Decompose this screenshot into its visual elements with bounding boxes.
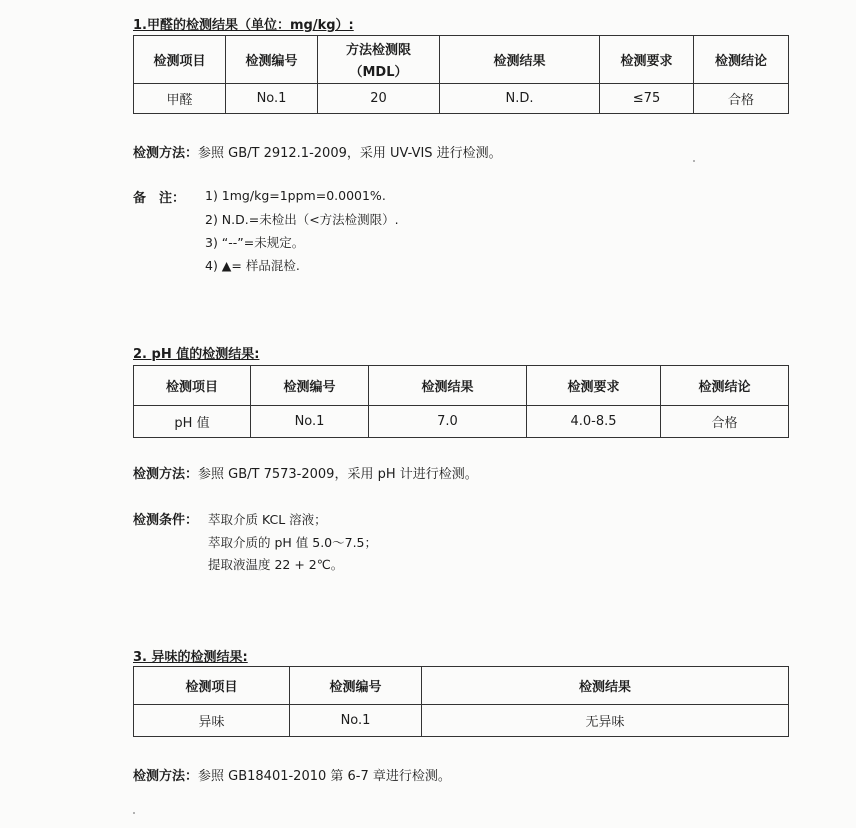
conditions-label-text: 检测条件： [133,513,199,528]
cell-number: No.1 [290,705,422,737]
note-item: 2) N.D.=未检出（<方法检测限）. [205,212,399,227]
scan-speck [693,160,695,162]
notes-label: 备 注： [133,191,186,206]
table-header-row [134,667,789,705]
header-mdl [318,36,440,84]
method-label: 检测方法： [133,769,199,784]
cell-requirement: ≤75 [600,84,694,114]
cell-item: pH 值 [134,406,251,438]
header-test-item: 检测项目 [134,366,251,406]
header-test-item: 检测项目 [134,36,226,84]
header-requirement: 检测要求 [527,366,661,406]
condition-item: 萃取介质 KCL 溶液； [208,512,327,527]
note-item: 1) 1mg/kg=1ppm=0.0001%. [205,188,386,203]
method-label: 检测方法： [133,146,199,161]
table-header-row [134,366,789,406]
cell-result: 无异味 [422,705,789,737]
note-item: 3) “--”=未规定。 [205,235,305,250]
odor-table [133,666,789,737]
condition-item: 提取液温度 22 + 2℃。 [208,557,344,572]
header-requirement: 检测要求 [600,36,694,84]
header-test-number: 检测编号 [290,667,422,705]
cell-number: No.1 [251,406,369,438]
method-text: 参照 GB/T 7573-2009，采用 pH 计进行检测。 [198,467,478,482]
table-row [134,705,789,737]
table-row [134,406,789,438]
cell-conclusion: 合格 [694,84,789,114]
header-result: 检测结果 [369,366,527,406]
header-test-item: 检测项目 [134,667,290,705]
method-label: 检测方法： [133,467,199,482]
conditions-label [133,509,198,528]
header-result: 检测结果 [440,36,600,84]
table-header-row [134,36,789,84]
method-text: 参照 GB/T 2912.1-2009，采用 UV-VIS 进行检测。 [198,146,502,161]
header-test-number: 检测编号 [226,36,318,84]
section1-heading: 1.甲醛的检测结果（单位：mg/kg）: [133,18,354,33]
cell-number: No.1 [226,84,318,114]
cell-result: 7.0 [369,406,527,438]
header-mdl-line2: （MDL） [349,65,408,80]
ph-table [133,365,789,438]
section2-heading: 2. pH 值的检测结果: [133,347,260,362]
header-result: 检测结果 [422,667,789,705]
cell-requirement: 4.0-8.5 [527,406,661,438]
header-conclusion: 检测结论 [661,366,789,406]
section2-method [133,463,478,482]
cell-result: N.D. [440,84,600,114]
cell-mdl: 20 [318,84,440,114]
table-row [134,84,789,114]
cell-conclusion: 合格 [661,406,789,438]
header-test-number: 检测编号 [251,366,369,406]
cell-item: 甲醛 [134,84,226,114]
condition-item: 萃取介质的 pH 值 5.0～7.5； [208,535,378,550]
section3-method [133,765,451,784]
cell-item: 异味 [134,705,290,737]
formaldehyde-table [133,35,789,114]
header-mdl-line1: 方法检测限 [345,43,411,58]
scan-speck [133,812,135,814]
method-text: 参照 GB18401-2010 第 6-7 章进行检测。 [198,769,451,784]
section3-heading: 3. 异味的检测结果: [133,650,248,665]
header-conclusion: 检测结论 [694,36,789,84]
section1-method [133,142,502,161]
note-item: 4) ▲= 样品混检. [205,258,300,273]
